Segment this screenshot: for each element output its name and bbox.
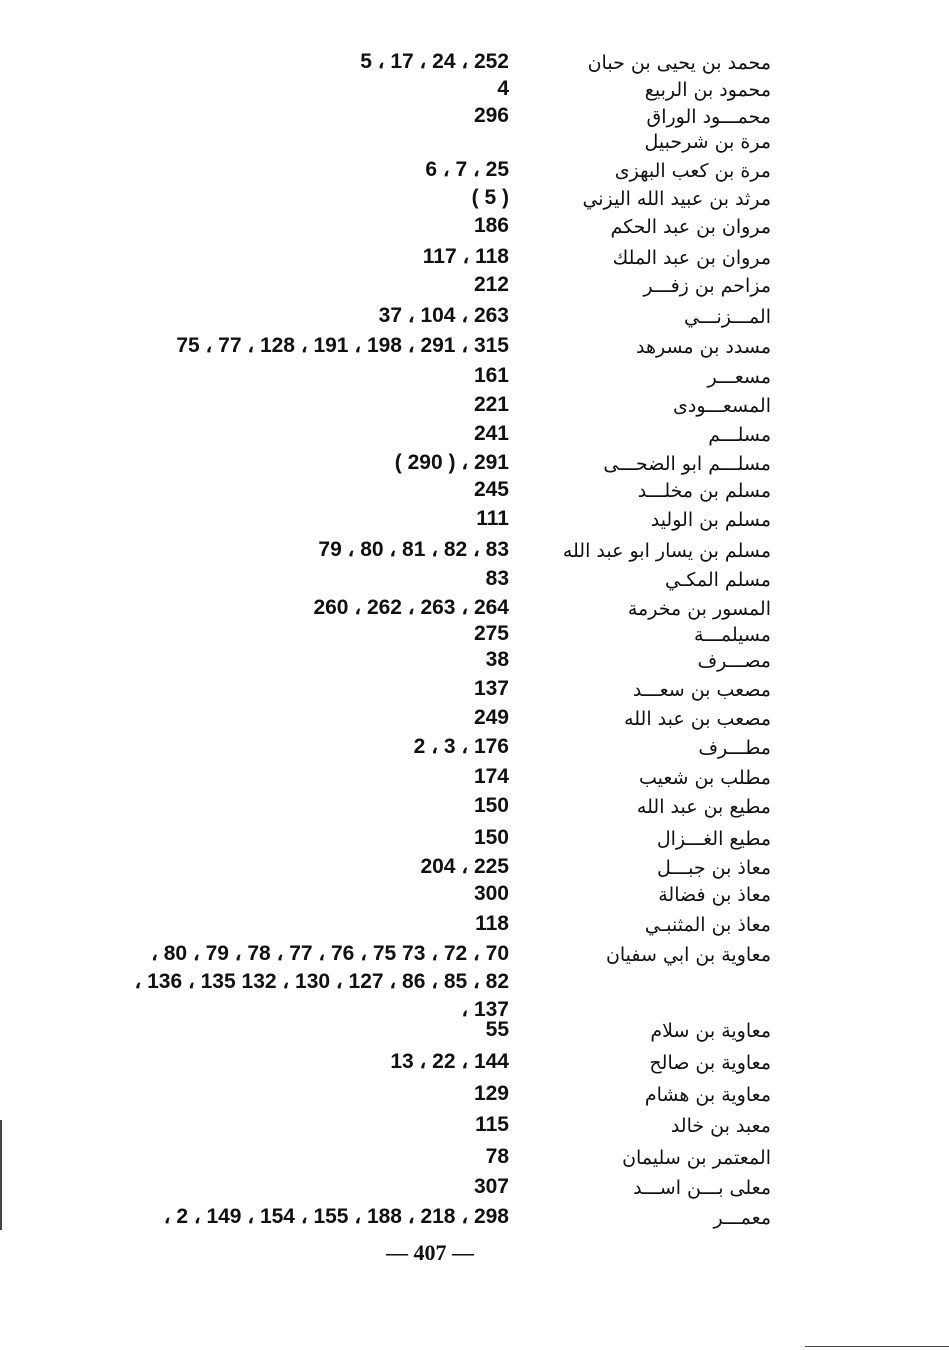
index-entry-name: مروان بن عبد الحكم: [610, 216, 771, 238]
index-entry-name: معاوية بن سلام: [650, 1020, 771, 1042]
index-entry-name: المـــزنـــي: [683, 306, 771, 328]
index-entry-name: مروان بن عبد الملك: [612, 247, 771, 269]
index-entry-pages: 275: [473, 622, 509, 645]
index-entry-pages: ( 5 ): [471, 186, 509, 209]
index-entry-name: المسعـــودى: [672, 395, 771, 417]
index-entry-name: مسلـــم ابو الضحـــى: [603, 453, 771, 475]
index-entry-name: مسعـــر: [707, 366, 771, 388]
index-entry-pages: 296: [473, 104, 509, 127]
index-entry-pages: 264 ، 263 ، 262 ، 260: [313, 596, 509, 619]
index-entry-pages: 129: [473, 1082, 509, 1105]
index-entry-name: معاذ بن المثنبـي: [644, 914, 771, 936]
index-entry-pages: 298 ، 218 ، 188 ، 155 ، 154 ، 149 ، 2 ،: [163, 1205, 509, 1228]
index-entry-name: معاوية بن ابي سفيان: [605, 944, 771, 966]
index-entry-pages: 150: [473, 794, 509, 817]
index-entry-pages: 161: [473, 364, 509, 387]
index-entry-name: مسلم بن يسار ابو عبد الله: [562, 540, 771, 562]
index-entry-name: مصـــرف: [697, 650, 771, 672]
index-entry-pages: 70 ، 72 ، 73 75 ، 76 ، 77 ، 78 ، 79 ، 80 ،: [151, 942, 509, 965]
index-entry-name: معلى بـــن اســـد: [633, 1177, 771, 1199]
index-entry-name: مرة بن شرحبيل: [644, 131, 771, 153]
index-entry-name: مسلم بن الوليد: [650, 509, 771, 531]
index-entry-name: معاوية بن صالح: [649, 1052, 771, 1074]
index-entry-pages: 174: [473, 765, 509, 788]
index-entry-name: مسلم بن مخلـــد: [637, 480, 771, 502]
index-entry-name: مسلـــم: [708, 424, 771, 446]
index-entry-pages: 176 ، 3 ، 2: [413, 735, 509, 758]
index-entry-pages: 137: [473, 677, 509, 700]
index-entry-pages: 83 ، 82 ، 81 ، 80 ، 79: [318, 538, 509, 561]
index-entry-name: المعتمر بن سليمان: [622, 1147, 771, 1169]
index-entry-pages: 307: [473, 1175, 509, 1198]
index-entry-pages: 249: [473, 706, 509, 729]
index-entry-name: مطلب بن شعيب: [638, 767, 771, 789]
index-entry-name: المسور بن مخرمة: [627, 598, 771, 620]
index-entry-pages: 82 ، 85 ، 86 ، 127 ، 130 ، 132 135 ، 136 ،: [134, 970, 509, 993]
index-entry-name: معبد بن خالد: [670, 1115, 771, 1137]
index-entry-pages: 38: [485, 648, 509, 671]
index-entry-name: مصعب بن سعـــد: [632, 679, 771, 701]
index-entry-pages: 221: [473, 393, 509, 416]
left-edge-line: [0, 1120, 2, 1230]
index-entry-pages: 225 ، 204: [420, 855, 509, 878]
index-entry-name: مصعب بن عبد الله: [624, 708, 771, 730]
index-entry-name: معمـــر: [713, 1207, 771, 1229]
index-entry-pages: 4: [497, 77, 509, 100]
index-entry-name: محمد بن يحيى بن حبان: [587, 52, 771, 74]
index-entry-pages: 144 ، 22 ، 13: [390, 1050, 509, 1073]
index-entry-name: معاذ بن فضالة: [658, 884, 771, 906]
index-entry-pages: 111: [476, 507, 509, 530]
index-entry-pages: 137 ،: [461, 998, 509, 1021]
index-entry-pages: 55: [485, 1018, 509, 1041]
index-entry-pages: 315 ، 291 ، 198 ، 191 ، 128 ، 77 ، 75: [176, 334, 509, 357]
index-entry-pages: 150: [473, 826, 509, 849]
index-entry-name: مطيع الغـــزال: [656, 828, 771, 850]
index-entry-pages: 263 ، 104 ، 37: [378, 304, 509, 327]
index-entry-name: محمود بن الربيع: [644, 79, 771, 101]
index-entry-pages: 212: [473, 273, 509, 296]
index-entry-name: معاوية بن هشام: [644, 1084, 771, 1106]
index-entry-name: مسدد بن مسرهد: [636, 336, 771, 358]
index-entry-name: مسلم المكـي: [664, 569, 771, 591]
index-entry-pages: 241: [473, 422, 509, 445]
bottom-rule-line: [805, 1346, 949, 1347]
index-entry-pages: 245: [473, 478, 509, 501]
index-entry-name: معاذ بن جبـــل: [657, 857, 771, 879]
index-entry-pages: 118: [475, 912, 509, 935]
index-entry-name: محمـــود الوراق: [646, 106, 771, 128]
index-entry-pages: 115: [475, 1113, 509, 1136]
index-entry-pages: 78: [485, 1145, 509, 1168]
index-entry-name: مسيلمـــة: [693, 624, 771, 646]
index-entry-name: مرثد بن عبيد الله اليزني: [582, 188, 771, 210]
index-entry-name: مطـــرف: [698, 737, 771, 759]
index-entry-pages: 252 ، 24 ، 17 ، 5: [360, 50, 509, 73]
page-number: — 407 —: [386, 1240, 474, 1265]
index-entry-name: مطيع بن عبد الله: [636, 796, 771, 818]
index-entry-name: مزاحم بن زفـــر: [643, 275, 771, 297]
index-entry-pages: 118 ، 117: [422, 245, 509, 268]
index-entry-pages: 25 ، 7 ، 6: [425, 158, 509, 181]
index-entry-pages: 186: [473, 214, 509, 237]
index-entry-pages: 83: [485, 567, 509, 590]
index-entry-name: مرة بن كعب البهزى: [614, 160, 771, 182]
index-entry-pages: 300: [473, 882, 509, 905]
index-entry-pages: 291 ، ( 290 ): [394, 451, 509, 474]
